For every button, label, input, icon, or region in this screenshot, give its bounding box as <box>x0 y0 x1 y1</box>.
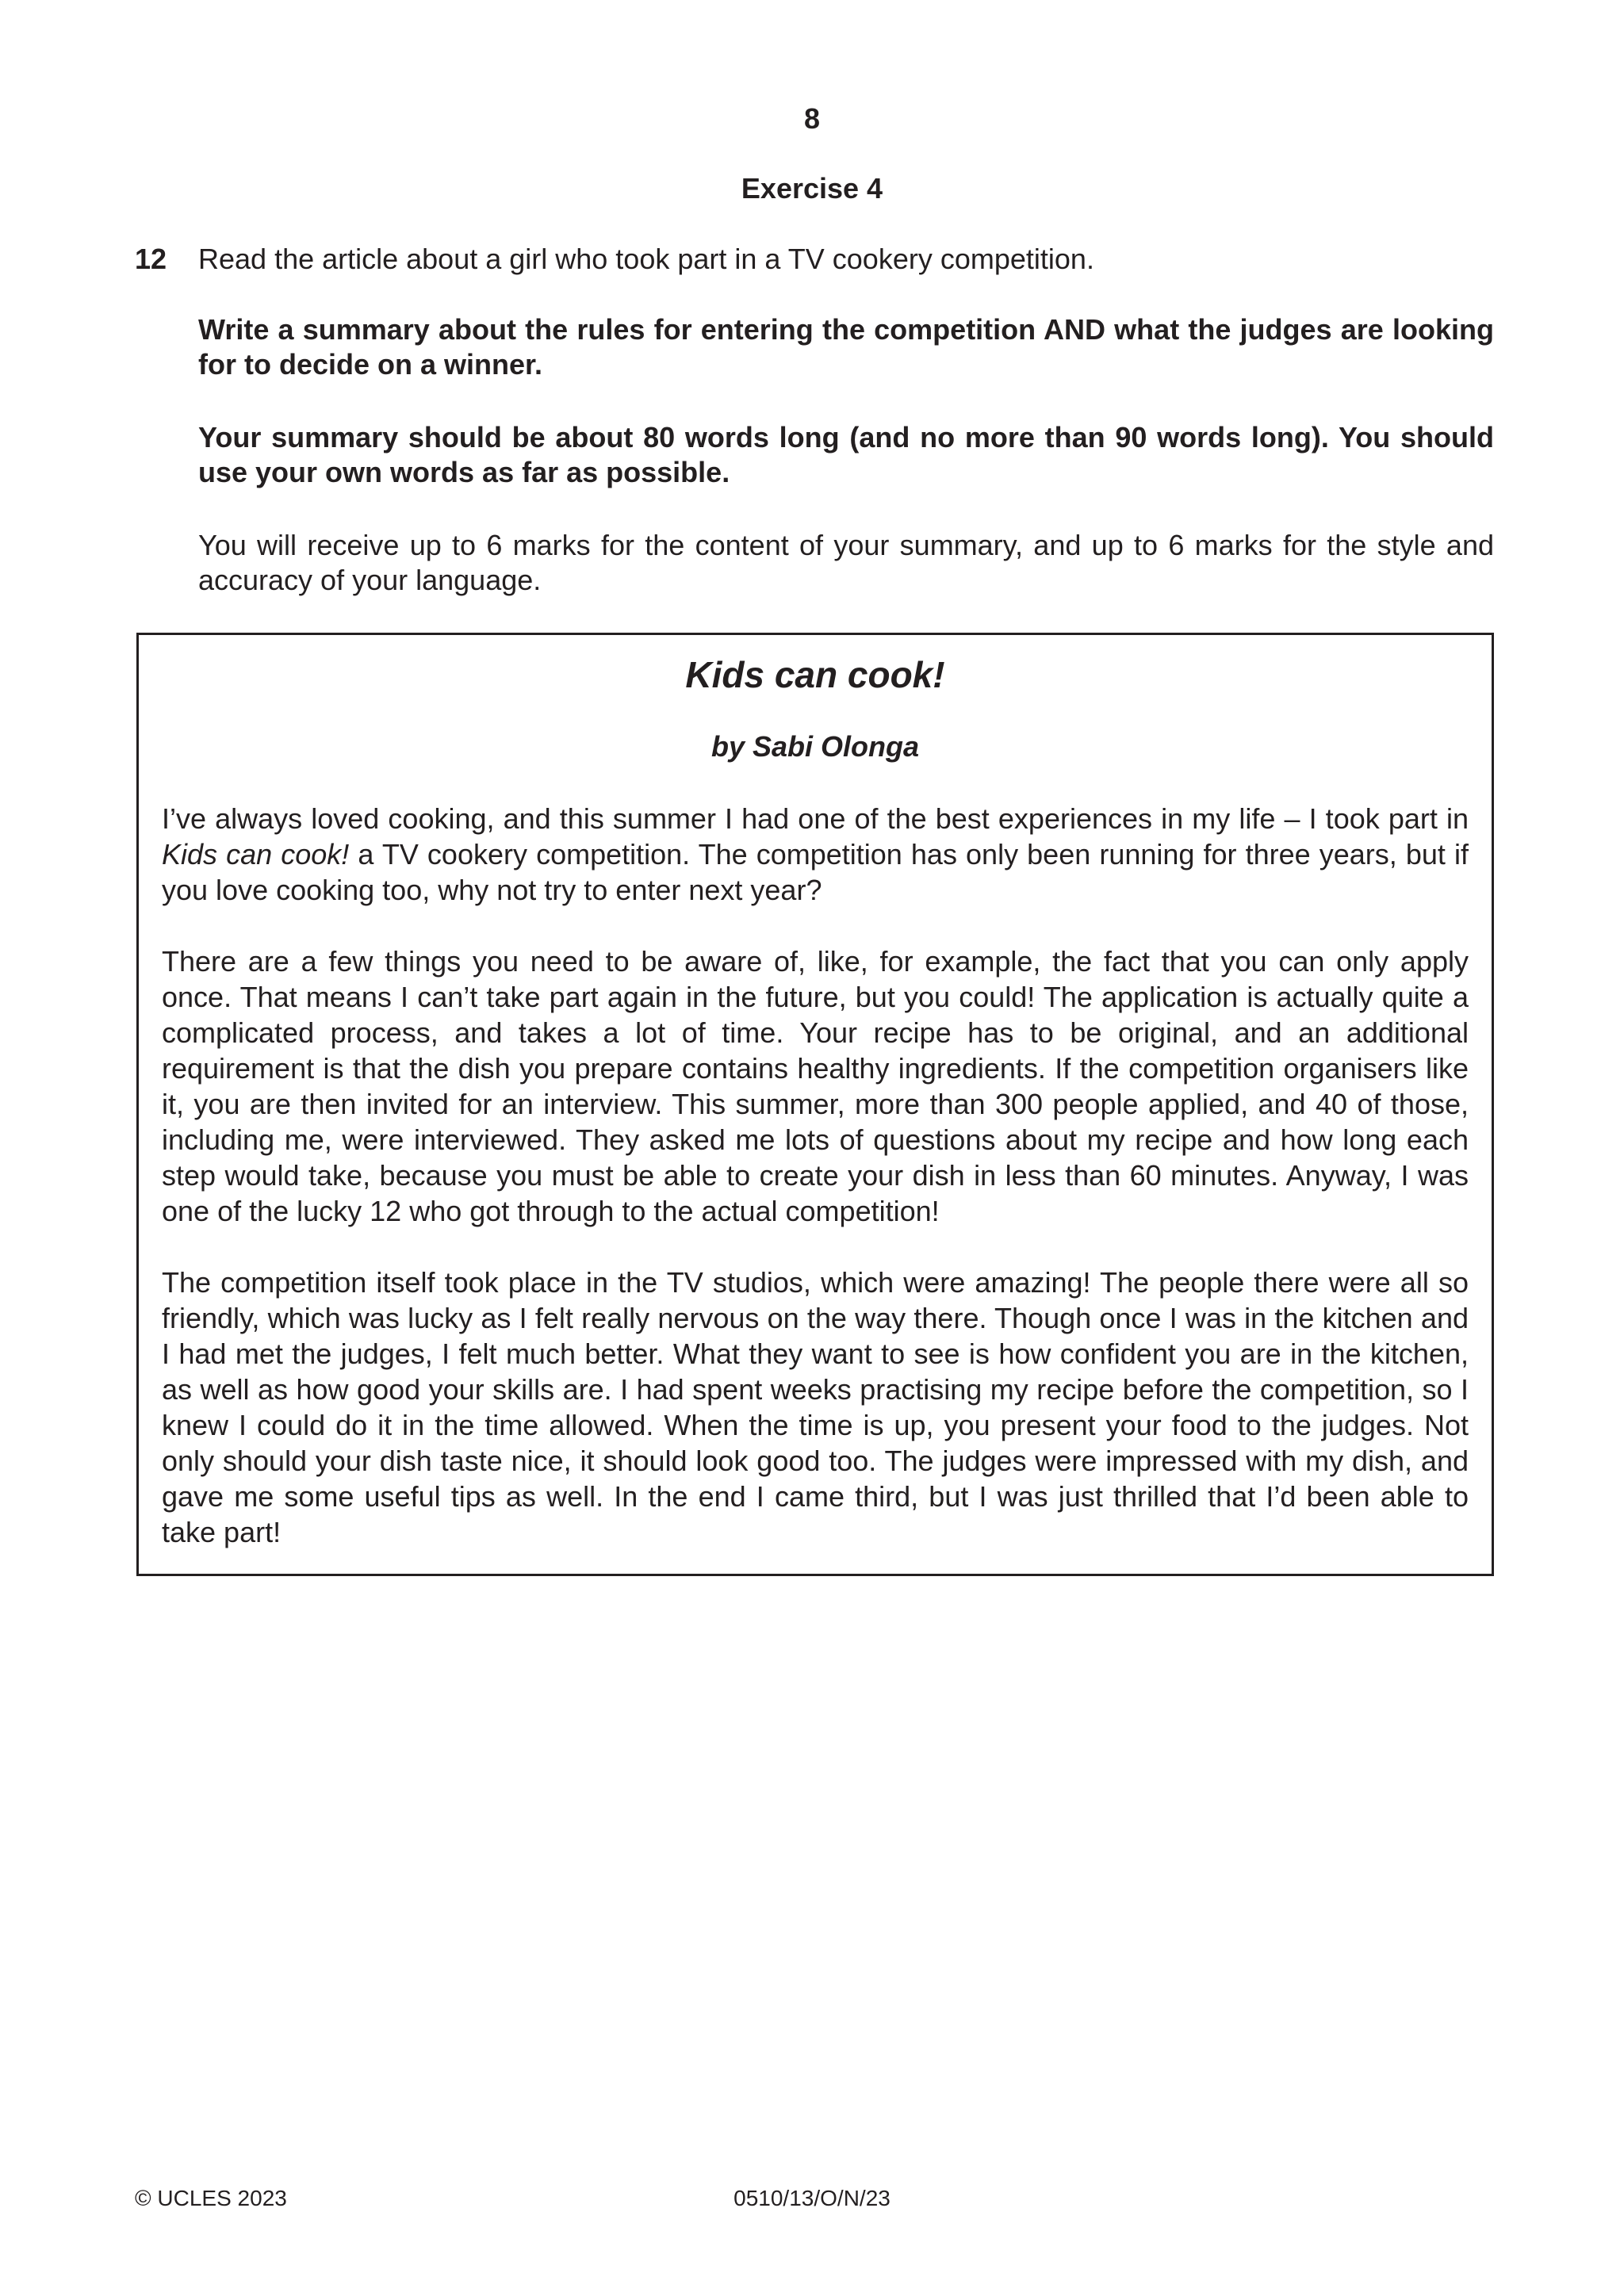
footer-copyright: © UCLES 2023 <box>135 2186 287 2210</box>
article-paragraph-1 <box>162 801 1469 908</box>
article-paragraph-1-show-title: Kids can cook! <box>162 838 350 871</box>
exercise-title: Exercise 4 <box>741 172 883 205</box>
question-instruction-length: Your summary should be about 80 words long (and no more than 90 words long). You should use your own words as far as possible. <box>198 421 1494 488</box>
question-instruction-summary: Write a summary about the rules for entering the competition AND what the judges are looking for to decide on a winner. <box>198 313 1494 381</box>
article-author: by Sabi Olonga <box>710 730 920 763</box>
question-number: 12 <box>135 243 167 275</box>
article-title: Kids can cook! <box>685 654 945 695</box>
question-intro: Read the article about a girl who took part in a TV cookery competition. <box>198 243 1094 275</box>
footer-paper-code: 0510/13/O/N/23 <box>733 2186 891 2210</box>
article-paragraph-2: There are a few things you need to be aware of, like, for example, the fact that you can only apply once. That means I can’t take part again in the future, but you could! The application is actually quite a complicated process, and takes a lot of time. Your recipe has to be original, and an additional requirement is that the dish you prepare contains healthy ingredients. If the competition organisers like it, you are then invited for an interview. This summer, more than 300 people applied, and 40 of those, including me, were interviewed. They asked me lots of questions about my recipe and how long each step would take, because you must be able to create your dish in less than 60 minutes. Anyway, I was one of the lucky 12 who got through to the actual competition! <box>162 945 1469 1227</box>
page-number: 8 <box>803 102 821 135</box>
question-marks-note: You will receive up to 6 marks for the content of your summary, and up to 6 marks for the style and accuracy of your language. <box>198 529 1494 596</box>
article-paragraph-1-text-a: I’ve always loved cooking, and this summer I had one of the best experiences in my life – I took part in <box>162 802 1469 835</box>
article-paragraph-3: The competition itself took place in the TV studios, which were amazing! The people there were all so friendly, which was lucky as I felt really nervous on the way there. Though once I was in the kitchen and I had met the judges, I felt much better. What they want to see is how confident you are in the kitchen, as well as how good your skills are. I had spent weeks practising my recipe before the competition, so I knew I could do it in the time allowed. When the time is up, you present your food to the judges. Not only should your dish taste nice, it should look good too. The judges were impressed with my dish, and gave me some useful tips as well. In the end I came third, but I was just thrilled that I’d been able to take part! <box>162 1266 1469 1548</box>
article-paragraph-1-text-b: a TV cookery competition. The competition has only been running for three years, but if you love cooking too, why not try to enter next year? <box>162 838 1469 906</box>
